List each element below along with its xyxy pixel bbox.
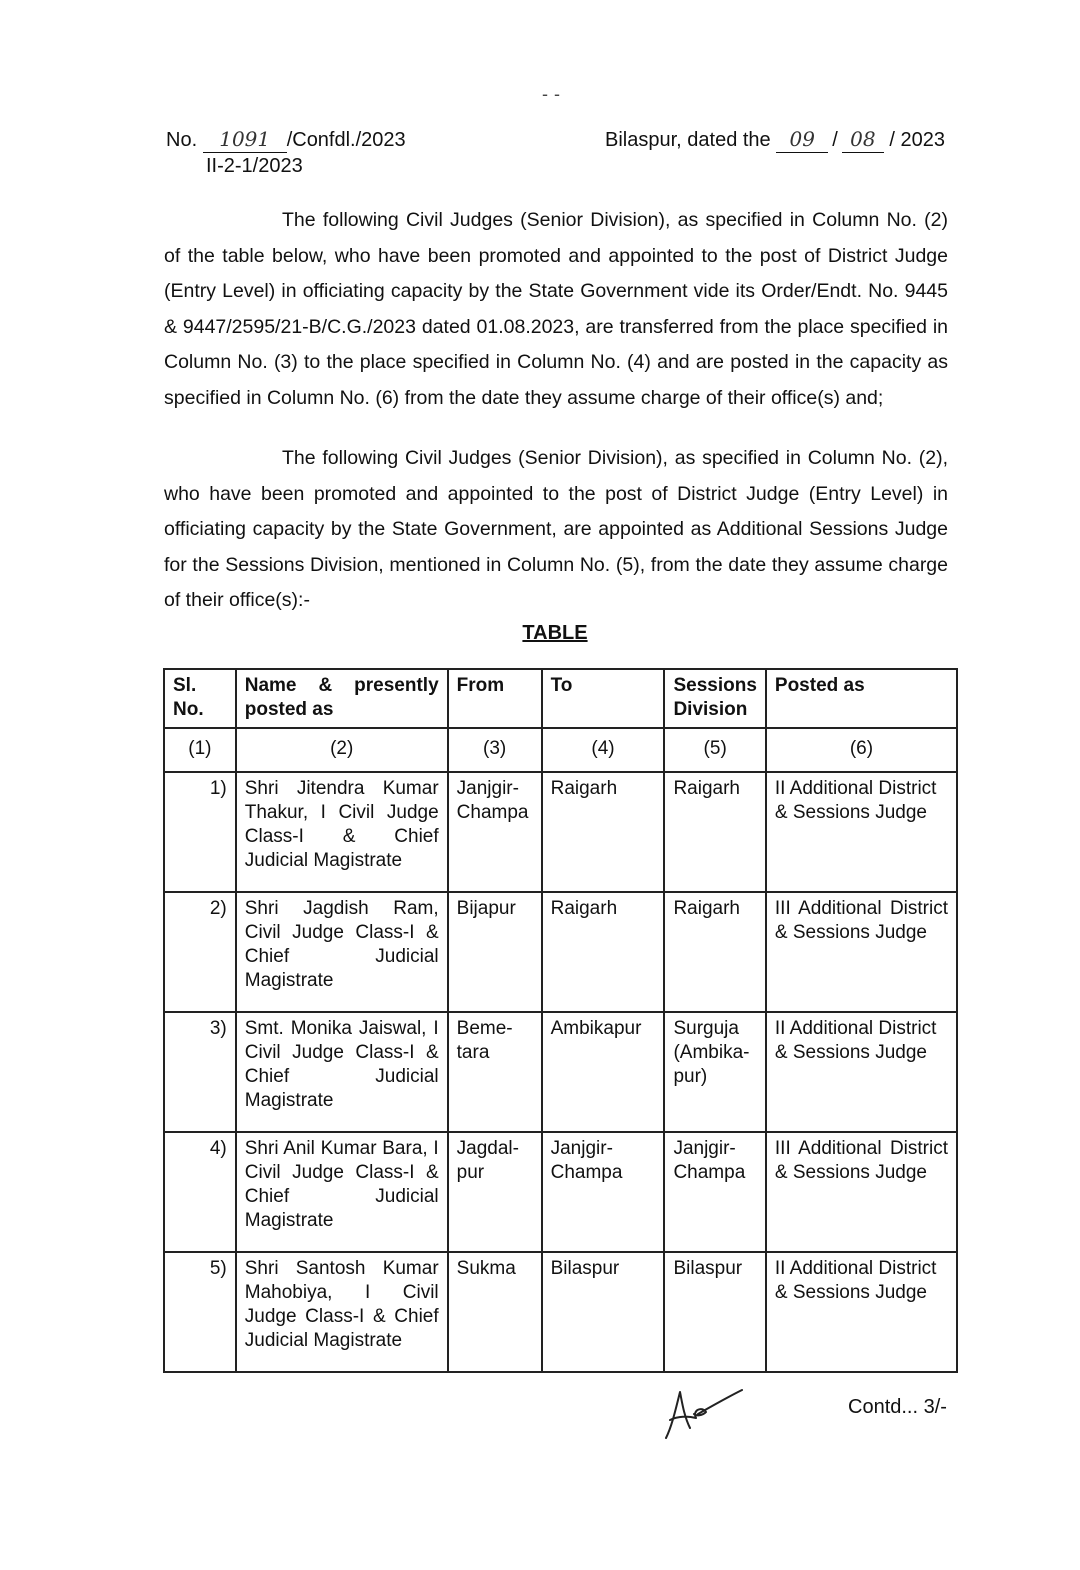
signature-icon	[662, 1386, 744, 1442]
cell-sessions-division: Janjgir-Champa	[664, 1132, 765, 1252]
cell-sl-no: 2)	[164, 892, 236, 1012]
date-day: 09	[776, 126, 828, 153]
cell-posted-as: II Additional District & Sessions Judge	[766, 1012, 957, 1132]
cell-name: Smt. Monika Jaiswal, I Civil Judge Class-I & Chief Judicial Magistrate	[236, 1012, 448, 1132]
page-mark: --	[542, 84, 566, 104]
header-name: Name & presently posted as	[236, 669, 448, 728]
column-number: (6)	[766, 728, 957, 772]
cell-sl-no: 3)	[164, 1012, 236, 1132]
ref-no-prefix: No.	[166, 129, 198, 151]
cell-posted-as: II Additional District & Sessions Judge	[766, 1252, 957, 1372]
cell-sessions-division: Raigarh	[664, 772, 765, 892]
cell-posted-as: II Additional District & Sessions Judge	[766, 772, 957, 892]
paragraph-appointment	[164, 441, 948, 619]
place-dated-label: Bilaspur, dated the	[605, 129, 771, 151]
cell-to: Raigarh	[542, 892, 665, 1012]
table-row	[164, 1012, 957, 1132]
file-reference: II-2-1/2023	[206, 155, 303, 177]
table-row	[164, 892, 957, 1012]
paragraph-transfer	[164, 203, 948, 416]
postings-table	[163, 668, 958, 1373]
ref-no-handwritten: 1091	[203, 126, 287, 153]
date-year: / 2023	[889, 129, 945, 151]
column-number: (2)	[236, 728, 448, 772]
paragraph-1-text: The following Civil Judges (Senior Division), as specified in Column No. (2) of the table below, who have been promoted and appointed to the post of District Judge (Entry Level) in officiating capacity by the State Government vide its Order/Endt. No. 9445 & 9447/2595/21-B/C.G./2023 dated 01.08.2023, are transferred from the place specified in Column No. (3) to the place specified in Column No. (4) and are posted in the capacity as specified in Column No. (6) from the date they assume charge of their office(s) and;	[164, 209, 948, 409]
column-number: (5)	[664, 728, 765, 772]
table-row	[164, 1252, 957, 1372]
cell-to: Raigarh	[542, 772, 665, 892]
cell-from: Jagdal-pur	[448, 1132, 542, 1252]
cell-from: Bijapur	[448, 892, 542, 1012]
cell-posted-as: III Additional District & Sessions Judge	[766, 892, 957, 1012]
cell-to: Ambikapur	[542, 1012, 665, 1132]
cell-to: Bilaspur	[542, 1252, 665, 1372]
reference-number	[166, 126, 406, 179]
cell-from: Beme-tara	[448, 1012, 542, 1132]
paragraph-2-text: The following Civil Judges (Senior Division), as specified in Column No. (2), who have been promoted and appointed to the post of District Judge (Entry Level) in officiating capacity by the State Government, are appointed as Additional Sessions Judge for the Sessions Division, mentioned in Column No. (5), from the date they assume charge of their office(s):-	[164, 447, 948, 611]
table-title: TABLE	[522, 622, 588, 644]
column-number: (1)	[164, 728, 236, 772]
header-to: To	[542, 669, 665, 728]
table-header-row	[164, 669, 957, 728]
cell-from: Sukma	[448, 1252, 542, 1372]
column-number: (3)	[448, 728, 542, 772]
table-row	[164, 1132, 957, 1252]
date-month: 08	[842, 126, 884, 153]
cell-sessions-division: Raigarh	[664, 892, 765, 1012]
column-number: (4)	[542, 728, 665, 772]
cell-name: Shri Santosh Kumar Mahobiya, I Civil Judge Class-I & Chief Judicial Magistrate	[236, 1252, 448, 1372]
header-sl-no: Sl. No.	[164, 669, 236, 728]
cell-sessions-division: Surguja (Ambika-pur)	[664, 1012, 765, 1132]
header-sessions-division: Sessions Division	[664, 669, 765, 728]
continued-note: Contd... 3/-	[848, 1396, 947, 1418]
ref-no-suffix: /Confdl./2023	[286, 129, 406, 151]
cell-from: Janjgir-Champa	[448, 772, 542, 892]
cell-to: Janjgir-Champa	[542, 1132, 665, 1252]
cell-name: Shri Anil Kumar Bara, I Civil Judge Class-I & Chief Judicial Magistrate	[236, 1132, 448, 1252]
cell-sessions-division: Bilaspur	[664, 1252, 765, 1372]
cell-name: Shri Jagdish Ram, Civil Judge Class-I & Chief Judicial Magistrate	[236, 892, 448, 1012]
header-posted-as: Posted as	[766, 669, 957, 728]
header-from: From	[448, 669, 542, 728]
table-row	[164, 772, 957, 892]
cell-sl-no: 4)	[164, 1132, 236, 1252]
cell-sl-no: 5)	[164, 1252, 236, 1372]
cell-posted-as: III Additional District & Sessions Judge	[766, 1132, 957, 1252]
column-number-row	[164, 728, 957, 772]
place-and-date: Bilaspur, dated the 09 / 08 / 2023	[605, 127, 945, 151]
cell-sl-no: 1)	[164, 772, 236, 892]
cell-name: Shri Jitendra Kumar Thakur, I Civil Judge Class-I & Chief Judicial Magistrate	[236, 772, 448, 892]
